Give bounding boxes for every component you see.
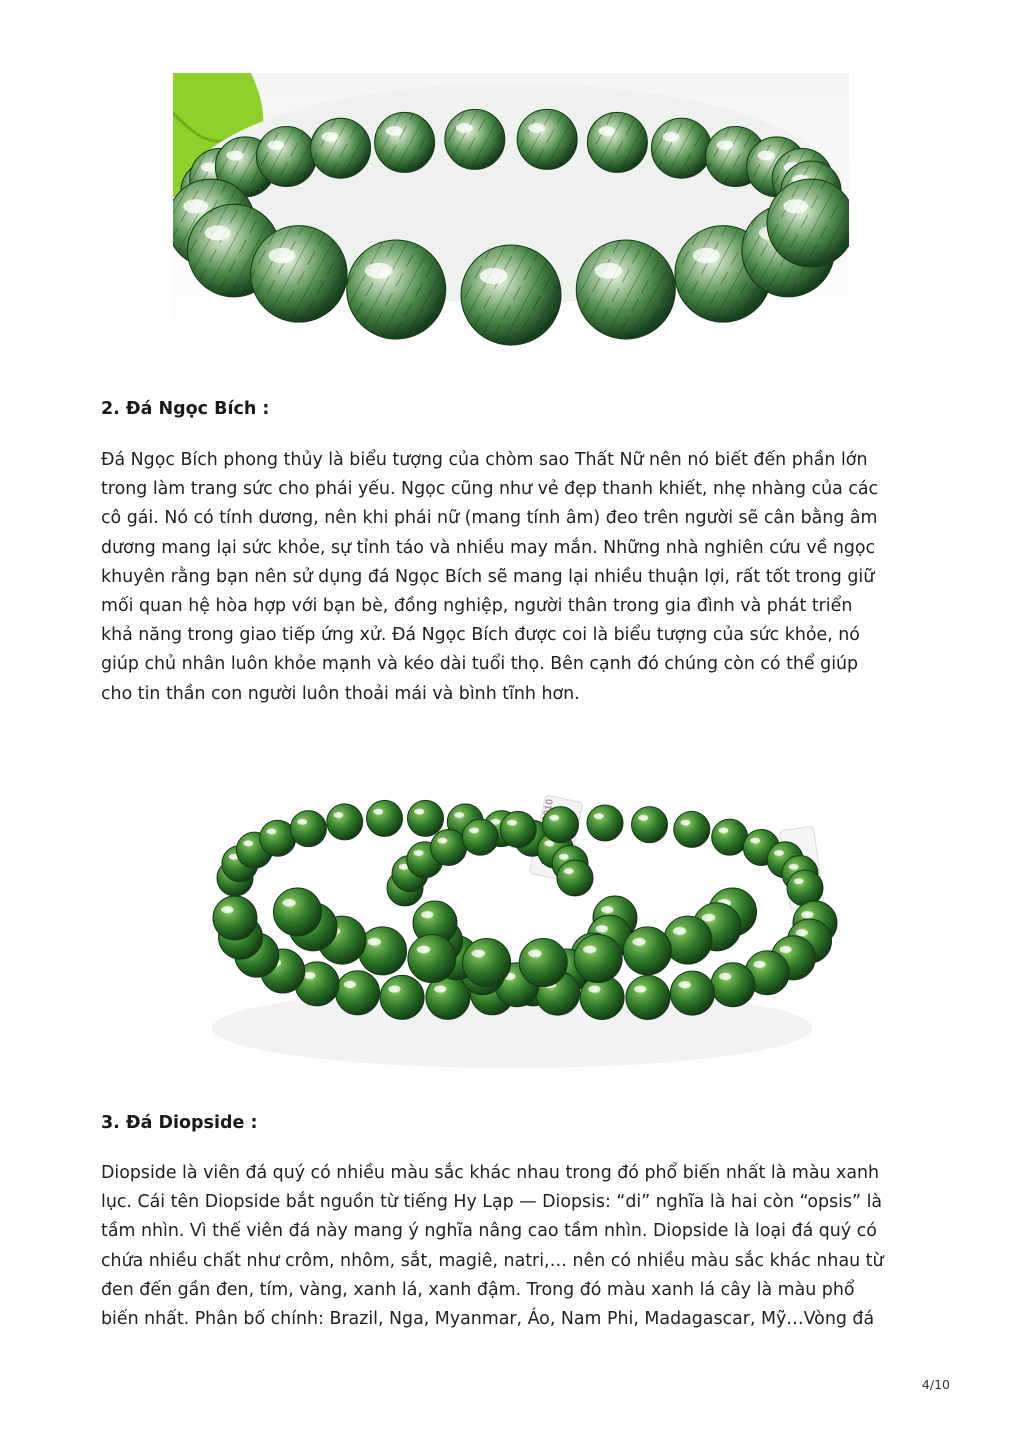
bead-inclusions <box>251 226 347 322</box>
paragraph-line: cô gái. Nó có tính dương, nên khi phái nữ (mang tính âm) đeo trên người sẽ cân bằng âm <box>101 508 878 529</box>
bead <box>626 975 670 1019</box>
paragraph-line: khả năng trong giao tiếp ứng xử. Đá Ngọc Bích được coi là biểu tượng của sức khỏe, nó <box>101 625 860 646</box>
bead-highlight <box>528 950 541 958</box>
bead-inclusions <box>445 109 505 169</box>
bead <box>462 819 498 855</box>
bead <box>623 927 671 975</box>
bead-highlight <box>373 809 383 815</box>
paragraph-line: lục. Cái tên Diopside bắt nguồn từ tiếng Hy Lạp — Diopsis: “di” nghĩa là hai còn “opsis” là <box>101 1192 883 1213</box>
bead-inclusions <box>651 118 711 178</box>
paragraph-line: giúp chủ nhân luôn khỏe mạnh và kéo dài tuổi thọ. Bên cạnh đó chúng còn có thể giúp <box>101 654 859 675</box>
bead-highlight <box>779 946 791 953</box>
bead-highlight <box>801 911 813 918</box>
bead-highlight <box>750 838 760 844</box>
bead-highlight <box>794 878 804 884</box>
bead-highlight <box>663 132 680 142</box>
paragraph-line: Đá Ngọc Bích phong thủy là biểu tượng của chòm sao Thất Nữ nên nó biết đến phần lớn <box>101 450 868 470</box>
bead-inclusions <box>347 240 446 339</box>
paragraph-line: trong làm trang sức cho phái yếu. Ngọc cũng như vẻ đẹp thanh khiết, nhẹ nhàng của các <box>101 479 879 500</box>
bead-highlight <box>719 973 731 980</box>
bead-highlight <box>634 986 646 993</box>
bead <box>587 805 623 841</box>
bead-highlight <box>717 140 734 150</box>
bead-highlight <box>753 961 765 968</box>
bead <box>327 804 363 840</box>
bead <box>367 800 403 836</box>
bead <box>712 819 748 855</box>
bead-inclusions <box>587 112 647 172</box>
bead-highlight <box>601 906 613 913</box>
section-paragraph-jade <box>101 446 926 709</box>
bead-highlight <box>183 199 208 213</box>
bead <box>290 811 326 847</box>
bead <box>336 971 380 1015</box>
bead-highlight <box>365 263 393 279</box>
paragraph-line: khuyên rằng bạn nên sử dụng đá Ngọc Bích sẽ mang lại nhiều thuận lợi, rất tốt trong giữ <box>101 566 875 587</box>
bead-highlight <box>718 827 728 833</box>
bead-highlight <box>679 981 691 988</box>
paragraph-line: mối quan hệ hòa hợp với bạn bè, đồng nghiệp, người thân trong gia đình và phát triển <box>101 596 853 617</box>
bead-highlight <box>632 938 645 946</box>
bead-highlight <box>758 151 775 161</box>
bead-highlight <box>266 828 276 834</box>
green-jade-bracelets-icon <box>175 728 849 1086</box>
bead <box>500 811 536 847</box>
paragraph-line: đen đến gần đen, tím, vàng, xanh lá, xanh đậm. Trong đó màu xanh lá cây là màu phổ <box>101 1279 855 1300</box>
bead-inclusions <box>576 240 675 339</box>
bead-highlight <box>596 925 608 932</box>
bead <box>711 963 755 1007</box>
bead-highlight <box>693 248 720 263</box>
bead-highlight <box>480 268 508 284</box>
bead-inclusions <box>375 112 435 172</box>
bead-highlight <box>282 899 295 907</box>
section-paragraph-diopside <box>101 1159 926 1334</box>
bead-highlight <box>796 929 808 936</box>
bead <box>519 939 567 987</box>
bead-highlight <box>434 986 446 993</box>
bead-highlight <box>221 906 233 913</box>
bead-inclusions <box>461 245 561 345</box>
bead <box>670 971 714 1015</box>
bead-highlight <box>268 140 285 150</box>
bead-highlight <box>205 226 231 241</box>
bead-inclusions <box>517 109 577 169</box>
bead <box>632 807 668 843</box>
bead-highlight <box>595 263 623 279</box>
bead-highlight <box>774 850 784 856</box>
bead-highlight <box>226 151 243 161</box>
bead <box>674 811 710 847</box>
bead <box>463 939 511 987</box>
paragraph-line: cho tin thần con người luôn thoải mái và bình tĩnh hơn. <box>101 683 580 704</box>
bead-highlight <box>333 812 343 818</box>
bead-inclusions <box>311 118 371 178</box>
bead-highlight <box>702 914 715 922</box>
bead-highlight <box>594 813 604 819</box>
paragraph-line: chứa nhiều chất như crôm, nhôm, sắt, magiê, natri,… nên có nhiều màu sắc khác nhau từ <box>101 1250 884 1271</box>
section-heading-diopside: 3. Đá Diopside : <box>101 1113 258 1133</box>
bracelet-photo-2 <box>175 728 849 1086</box>
bead-highlight <box>344 981 356 988</box>
bead <box>557 860 593 896</box>
bead-highlight <box>638 815 648 821</box>
bead <box>273 888 321 936</box>
bead-highlight <box>564 868 574 874</box>
bead <box>574 935 622 983</box>
paragraph-line: Diopside là viên đá quý có nhiều màu sắc khác nhau trong đó phổ biến nhất là màu xanh <box>101 1163 880 1183</box>
bead-highlight <box>673 927 686 935</box>
paragraph-line: dương mang lại sức khỏe, sự tỉnh táo và nhiều may mắn. Những nhà nghiên cứu về ngọc <box>101 537 876 558</box>
bead <box>408 935 456 983</box>
bead-highlight <box>456 123 473 133</box>
bead-highlight <box>549 815 559 821</box>
bead-inclusions <box>256 127 316 187</box>
bead <box>787 870 823 906</box>
bead-highlight <box>414 809 424 815</box>
bead-highlight <box>559 854 569 860</box>
bracelet-photo-1 <box>173 73 849 374</box>
bead-highlight <box>437 838 447 844</box>
section-heading-jade: 2. Đá Ngọc Bích : <box>101 399 270 419</box>
bead-highlight <box>297 819 307 825</box>
bead <box>431 829 467 865</box>
bead-highlight <box>417 946 430 954</box>
bead-highlight <box>243 840 253 846</box>
bead <box>213 896 257 940</box>
bead-highlight <box>322 132 339 142</box>
page-number: 4/10 <box>921 1377 950 1392</box>
bead-highlight <box>789 864 799 870</box>
bead-highlight <box>469 827 479 833</box>
bead-highlight <box>472 950 485 958</box>
paragraph-line: tầm nhìn. Vì thế viên đá này mang ý nghĩa nâng cao tầm nhìn. Diopside là loại đá quý có <box>101 1221 877 1242</box>
bead-highlight <box>680 820 690 826</box>
bead <box>380 975 424 1019</box>
bead <box>407 800 443 836</box>
bead-highlight <box>507 820 517 826</box>
bead-highlight <box>528 123 545 133</box>
bead-highlight <box>598 126 615 136</box>
paragraph-line: biến nhất. Phân bố chính: Brazil, Nga, Myanmar, Áo, Nam Phi, Madagascar, Mỹ…Vòng đá <box>101 1309 875 1330</box>
bead-highlight <box>386 126 403 136</box>
bead <box>542 807 578 843</box>
bead-highlight <box>783 199 808 213</box>
bead-highlight <box>583 946 596 954</box>
bead-highlight <box>421 911 433 918</box>
bead-highlight <box>588 986 600 993</box>
bead-highlight <box>454 812 464 818</box>
green-rutilated-quartz-bracelet-icon <box>173 73 849 374</box>
bead-highlight <box>388 986 400 993</box>
bead-highlight <box>268 248 295 263</box>
bead-highlight <box>413 850 423 856</box>
bead-highlight <box>367 938 380 946</box>
